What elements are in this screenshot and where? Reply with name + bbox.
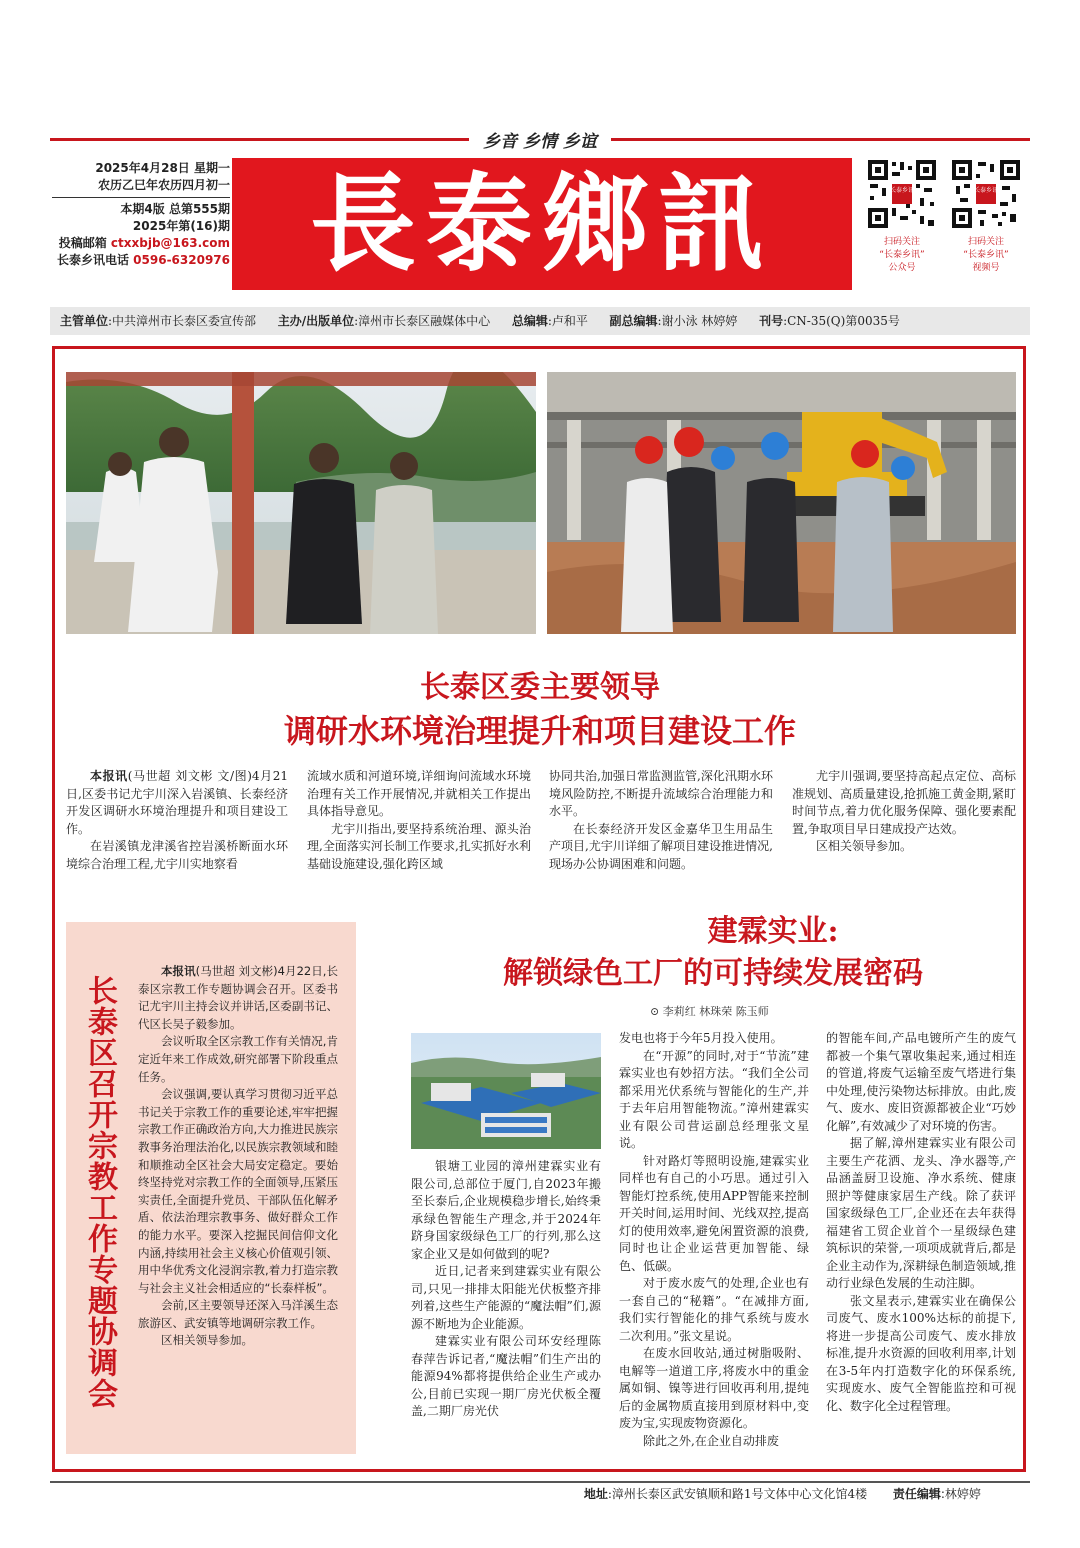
photo-construction-site [547, 372, 1016, 634]
article2-title: 长泰区召开宗教工作专题协调会 [82, 975, 117, 1409]
qr-wechat[interactable] [866, 158, 938, 234]
email-link[interactable]: ctxxbjb@163.com [110, 236, 230, 250]
masthead: 長泰鄉訊 [232, 158, 852, 290]
svg-text:长泰乡讯: 长泰乡讯 [973, 187, 999, 194]
article3-byline: ⊙ 李莉红 林珠荣 陈玉师 [650, 1005, 769, 1018]
qr-video[interactable] [950, 158, 1022, 234]
article1-title-line1: 长泰区委主要领导 [420, 670, 660, 705]
slogan: 乡音 乡情 乡谊 [0, 127, 1080, 152]
article3-col3: 的智能车间,产品电镀所产生的废气都被一个集气罩收集起来,通过相连的管道,将废气运输至废气塔进行集中处理,使污染物达标排放。由此,废气、废水、废旧资源都被企业“巧妙化解”,有效减少了对环境的伤害。 据了解,漳州建霖实业有限公司主要生产花洒、龙头、净水器等,产品涵盖厨卫设施、净水系统、健康照护等健康家居生产线。除了获评国家级绿色工厂,企业还在去年获得福建省工贸企业首个一星级绿色建筑标识的荣誉,一项项成就背后,都是企业主动作为,深耕绿色制造领域,推动行业绿色发展的生动注脚。 张文星表示,建霖实业在确保公司废气、废水100%达标的前提下,将进一步提高公司废气、废水排放标准,提升水资源的回收利用率,计划在3-5年内打造数字化的环保系统,实现废水、废气全智能监控和可视化、数字化全过程管理。 [826, 1031, 1016, 1413]
svg-text:长泰乡讯: 长泰乡讯 [889, 187, 915, 194]
lunar-date: 农历乙巳年农历四月初一 [97, 178, 230, 192]
date-line: 2025年4月28日 星期一 [95, 161, 230, 175]
article3-title-line1: 建霖实业: [707, 914, 839, 949]
article3-col1: 银塘工业园的漳州建霖实业有限公司,总部位于厦门,自2023年搬至长泰后,企业规模稳步增长,始终秉承绿色智能生产理念,并于2024年跻身国家级绿色工厂的行列,那么这家企业又是如何做到的呢? 近日,记者来到建霖实业有限公司,只见一排排太阳能光伏板整齐排列着,这些生产能源的“魔法帽”们,源源不断地为企业能源。 建霖实业有限公司环安经理陈春萍告诉记者,“魔法帽”们生产出的能源94%都将提供给企业生产或办公,目前已实现一期厂房光伏板全覆盖,二期厂房光伏 [411, 1159, 601, 1418]
issue-info [52, 160, 230, 269]
publication-info-bar: 主管单位:中共漳州市长泰区委宣传部 主办/出版单位:漳州市长泰区融媒体中心 总编辑:卢和平 副总编辑:谢小泳 林婷婷 刊号:CN-35(Q)第0035号 [50, 307, 1030, 335]
qr-wechat-caption: 扫码关注 “长泰乡讯” 公众号 [879, 237, 925, 273]
article1-col3: 协同共治,加强日常监测监管,深化汛期水环境风险防控,不断提升流域综合治理能力和水平。 在长泰经济开发区金嘉华卫生用品生产项目,尤宇川详细了解项目建设推进情况,现场办公协调困难和问题。 [549, 769, 773, 871]
article1-title-line2: 调研水环境治理提升和项目建设工作 [283, 712, 796, 750]
phone-line: 长泰乡讯电话 0596-6320976 [56, 253, 230, 267]
photo-factory-aerial [411, 1033, 601, 1149]
article1-col1: 本报讯(马世超 刘文彬 文/图)4月21日,区委书记尤宇川深入岩溪镇、长泰经济开发区调研水环境治理提升和项目建设工作。 在岩溪镇龙津溪省控岩溪桥断面水环境综合治理工程,尤宇川实地察看 [66, 769, 288, 871]
article1-col2: 流域水质和河道环境,详细询问流域水环境治理有关工作开展情况,并就相关工作提出具体指导意见。 尤宇川指出,要坚持系统治理、源头治理,全面落实河长制工作要求,扎实抓好水利基础设施建设,强化跨区域 [307, 769, 531, 871]
qr-code-icon [866, 158, 938, 230]
email-line: 投稿邮箱 ctxxbjb@163.com [58, 236, 230, 250]
article1-col4: 尤宇川强调,要坚持高起点定位、高标准规划、高质量建设,抢抓施工黄金期,紧盯时间节点,着力优化服务保障、强化要素配置,争取项目早日建成投产达效。 区相关领导参加。 [792, 769, 1016, 853]
qr-code-icon [950, 158, 1022, 230]
article3-col2: 发电也将于今年5月投入使用。 在“开源”的同时,对于“节流”建霖实业也有妙招方法。“我们全公司都采用光伏系统与智能化的生产,并于去年启用智能物流。”漳州建霖实业有限公司营运副总经理张文星说。 针对路灯等照明设施,建霖实业同样也有自己的小巧思。通过引入智能灯控系统,使用APP智能来控制开关时间,运用时间、光线双控,提高灯的使用效率,避免闲置资源的浪费,同时也让企业运营更加智能、绿色、低碳。 对于废水废气的处理,企业也有一套自己的“秘籍”。“在减排方面,我们实行智能化的排气系统与废水二次利用。”张文星说。 在废水回收站,通过树脂吸附、电解等一道道工序,将废水中的重金属如铜、镍等进行回收再利用,提纯后的金属物质直接用到原材料中,变废为宝,实现废物资源化。 除此之外,在企业自动排废 [619, 1031, 809, 1448]
photo-lakeside-inspection [66, 372, 536, 634]
article3-title-line2: 解锁绿色工厂的可持续发展密码 [503, 956, 923, 991]
year-issue: 2025年第(16)期 [132, 219, 230, 233]
qr-video-caption: 扫码关注 “长泰乡讯” 视频号 [963, 237, 1009, 273]
article2-body: 本报讯(马世超 刘文彬)4月22日,长泰区宗教工作专题协调会召开。区委书记尤宇川主持会议并讲话,区委副书记、代区长吴子毅参加。 会议听取全区宗教工作有关情况,肯定近年来工作成效,研究部署下阶段重点任务。 会议强调,要认真学习贯彻习近平总书记关于宗教工作的重要论述,牢牢把握宗教工作正确政治方向,大力推进民族宗教事务治理法治化,以民族宗教领域和睦和顺推动全区社会大局安定稳定。要始终坚持党对宗教工作的全面领导,压紧压实责任,全面提升党员、干部队伍化解矛盾、依法治理宗教事务、做好群众工作的能力水平。要深入挖掘民间信仰文化内涵,持续用社会主义核心价值观引领、用中华优秀文化浸润宗教,着力打造宗教与社会主义社会相适应的“长泰样板”。 会前,区主要领导还深入马洋溪生态旅游区、武安镇等地调研宗教工作。 区相关领导参加。 [138, 964, 339, 1348]
issue-number: 本期4版 总第555期 [120, 202, 230, 216]
footer: 地址:漳州长泰区武安镇顺和路1号文体中心文化馆4楼 责任编辑:林婷婷 [50, 1481, 1030, 1505]
